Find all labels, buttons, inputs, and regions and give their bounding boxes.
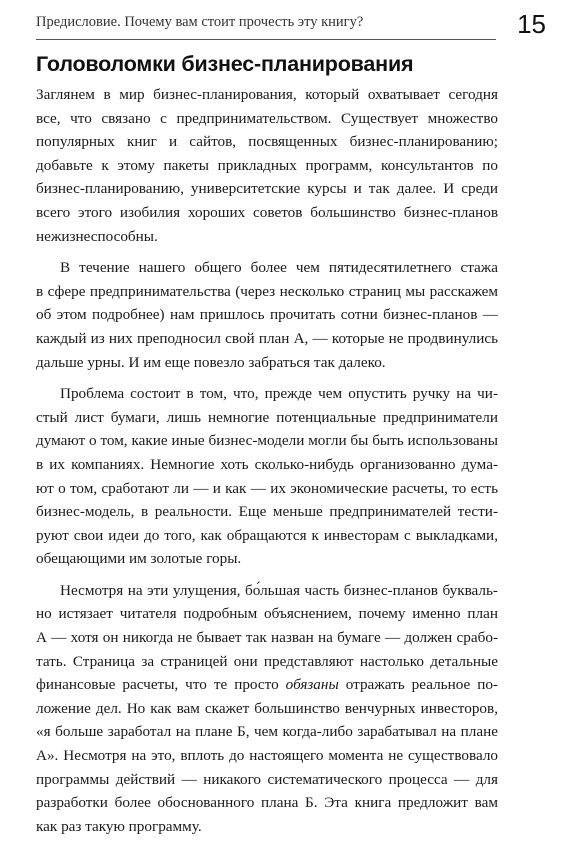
paragraph-1	[36, 83, 498, 248]
text-line: в их компаниях. Немногие хоть сколько-нибудь организованно дума-	[36, 455, 498, 473]
text-line: всего этого изобилия хороших советов большинство бизнес-планов	[36, 203, 498, 221]
text-line: А — хотя он никогда не бывает так назван на бумаге — должен срабо-	[36, 629, 498, 647]
text-line: Проблема состоит в том, что, прежде чем опустить ручку на чи-	[60, 385, 498, 403]
text-line: об этом подробнее) нам пришлось прочитать сотни бизнес-планов —	[36, 306, 498, 324]
body-text	[36, 83, 498, 846]
text-line: бизнес-модель, в реальности. Еще меньше предпринимателей тести-	[36, 503, 498, 521]
text-line: разработки более обоснованного плана Б. Эта книга предложит вам	[36, 794, 498, 812]
text-line: Заглянем в мир бизнес-планирования, который охватывает сегодня	[36, 86, 498, 103]
text-line: нежизнеспособны.	[36, 227, 158, 245]
text-line: бизнес-планированию, университетские курсы и так далее. И среди	[36, 180, 498, 198]
text-line: каждый из них преподносил свой план А, — которые не продвинулись	[36, 329, 498, 347]
text-line: как раз такую программу.	[36, 817, 202, 835]
text-line: ют о том, сработают ли — и как — их экономические расчеты, то есть	[36, 479, 498, 497]
text-line: финансовые расчеты, что те просто обязаны отражать реальное по-	[36, 676, 498, 694]
text-line: думают о том, какие иные бизнес-модели могли бы быть использованы	[36, 432, 498, 450]
text-line: в сфере предпринимательства (через несколько страниц мы расскажем	[36, 282, 498, 300]
text-line: А». Несмотря на это, вплоть до настоящего момента не существовало	[36, 747, 498, 765]
text-line: обещающими им золотые горы.	[36, 550, 242, 568]
paragraph-4	[36, 579, 498, 839]
text-line: ложение дел. Но как вам скажет большинство венчурных инвесторов,	[36, 699, 498, 717]
text-line: но истязает читателя подробным объяснением, почему именно план	[36, 605, 498, 623]
text-line: Несмотря на эти улущения, бо́льшая часть бизнес-планов букваль-	[60, 581, 498, 599]
running-head: Предисловие. Почему вам стоит прочесть эту книгу?	[36, 14, 364, 30]
page-number: 15	[517, 9, 546, 39]
text-line: «я больше заработал на плане Б, чем когда-либо зарабатывал на плане	[36, 723, 498, 741]
section-title: Головоломки бизнес-планирования	[36, 52, 414, 76]
text-line: добавьте к этому пакеты прикладных программ, консультантов по	[36, 156, 498, 174]
paragraph-3	[36, 382, 498, 571]
text-line: программы действий — никакого систематического процесса — для	[36, 770, 498, 788]
header-rule	[36, 39, 496, 40]
text-line: тать. Страница за страницей они представляют настолько детальные	[36, 652, 498, 670]
text-line: дальше урны. И им еще повезло забраться так далеко.	[36, 353, 386, 371]
text-line: В течение нашего общего более чем пятидесятилетнего стажа	[60, 259, 498, 277]
text-line: популярных книг и сайтов, посвященных бизнес-планированию;	[36, 133, 498, 151]
text-line: все, что связано с предпринимательством. Существует множество	[36, 109, 498, 127]
emphasis: обязаны	[285, 676, 339, 694]
text-line: руют свои идеи до того, как обращаются к инвесторам с выкладками,	[36, 526, 498, 544]
paragraph-2	[36, 256, 498, 374]
text-line: стый лист бумаги, лишь немногие потенциальные предприниматели	[36, 408, 498, 426]
